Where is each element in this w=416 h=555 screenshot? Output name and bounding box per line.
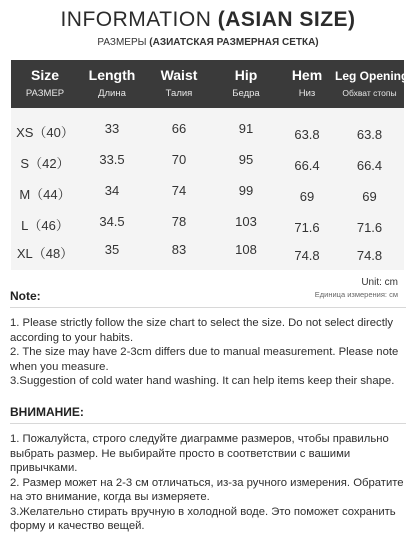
cell-hem: 69 [299, 189, 315, 204]
header-hem [279, 60, 335, 108]
cell-hip: 91 [238, 121, 254, 136]
title-main: INFORMATION [60, 8, 212, 31]
cell-length: 33.5 [99, 152, 125, 167]
note-line: 3.Suggestion of cold water hand washing. It can help items keep their shape. [10, 375, 395, 387]
cell-leg-opening: 66.4 [356, 158, 383, 173]
header-leg-opening-ru: Обхват стопы [342, 88, 397, 98]
header-waist [145, 60, 213, 108]
cell-size: XS（40） [16, 125, 74, 140]
header-size-en: Size [30, 67, 59, 83]
vnimanie-line: 2. Размер может на 2-3 см отличаться, из-за ручного измерения. Обратите на это внимание, когда вы измеряете. [10, 476, 404, 503]
header-waist-ru: Талия [165, 88, 193, 99]
divider [10, 423, 406, 424]
header-hem-en: Hem [291, 67, 323, 83]
cell-hem: 74.8 [294, 248, 320, 263]
header-size [11, 60, 79, 108]
cell-waist: 83 [171, 242, 187, 257]
cell-leg-opening: 63.8 [356, 127, 383, 142]
page-subtitle [0, 37, 416, 48]
cell-leg-opening: 69 [362, 189, 377, 204]
note-heading: Note: [10, 289, 41, 303]
cell-length: 35 [104, 242, 120, 257]
cell-waist: 74 [171, 183, 187, 198]
header-length-ru: Длина [98, 88, 126, 99]
vnimanie-line: 3.Желательно стирать вручную в холодной воде. Это поможет сохранить форму и качество вещей. [10, 505, 396, 532]
cell-waist: 78 [171, 214, 187, 229]
vnimanie-line: 1. Пожалуйста, строго следуйте диаграмме размеров, чтобы правильно выбрать размер. Не выбирайте просто в соответствии с вашими привычками. [10, 433, 389, 474]
subtitle-size-type: (АЗИАТСКАЯ РАЗМЕРНАЯ СЕТКА) [149, 37, 319, 48]
cell-hem: 66.4 [294, 158, 320, 173]
unit-label-ru: Единица измерения: см [314, 290, 398, 299]
vnimanie-text [10, 432, 408, 534]
table-header [11, 60, 409, 108]
cell-length: 33 [104, 121, 120, 136]
divider [10, 307, 406, 308]
cell-hem: 63.8 [294, 127, 320, 142]
header-leg-opening-en: Leg Opening [335, 69, 409, 83]
note-line: 1. Please strictly follow the size chart to select the size. Do not select directly according to your habits. [10, 317, 394, 344]
header-leg-opening [335, 60, 409, 108]
header-hip [213, 60, 279, 108]
cell-waist: 66 [171, 121, 187, 136]
cell-size: S（42） [20, 156, 70, 171]
header-size-ru: РАЗМЕР [25, 88, 65, 99]
header-hem-ru: Низ [298, 88, 316, 99]
cell-leg-opening: 74.8 [356, 248, 383, 263]
header-waist-en: Waist [160, 67, 198, 83]
cell-size: L（46） [21, 218, 69, 233]
cell-hip: 108 [235, 242, 257, 257]
cell-size: M（44） [19, 187, 71, 202]
cell-hip: 103 [235, 214, 257, 229]
cell-length: 34 [104, 183, 120, 198]
unit-label: Unit: cm [361, 277, 398, 288]
cell-leg-opening: 71.6 [356, 220, 383, 235]
vnimanie-heading: ВНИМАНИЕ: [10, 405, 84, 419]
size-table [11, 60, 409, 270]
table-row [11, 238, 404, 270]
header-length [79, 60, 145, 108]
page-title [0, 8, 416, 32]
header-length-en: Length [88, 67, 136, 83]
cell-hip: 95 [238, 152, 254, 167]
note-line: 2. The size may have 2-3cm differs due to manual measurement. Please note when you measure. [10, 346, 399, 373]
header-hip-ru: Бедра [232, 88, 260, 99]
cell-length: 34.5 [99, 214, 125, 229]
cell-hem: 71.6 [294, 220, 320, 235]
header-hip-en: Hip [234, 67, 258, 83]
cell-hip: 99 [238, 183, 254, 198]
title-size-type: (ASIAN SIZE) [217, 8, 356, 31]
cell-waist: 70 [171, 152, 187, 167]
subtitle-main: РАЗМЕРЫ [97, 37, 147, 48]
cell-size: XL（48） [16, 246, 74, 261]
note-text [10, 316, 408, 389]
